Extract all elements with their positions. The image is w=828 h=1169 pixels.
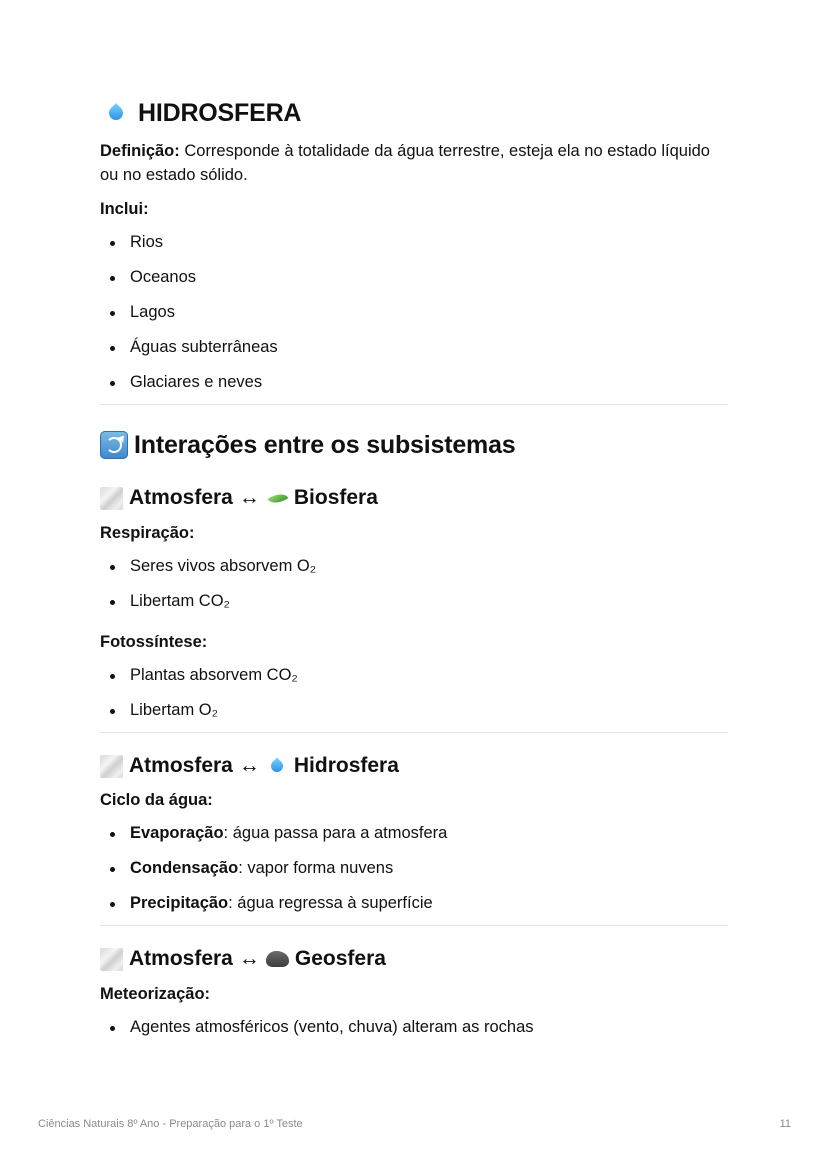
divider (100, 925, 728, 926)
includes-label: Inclui: (100, 200, 149, 218)
atmosphere-image-icon (100, 948, 123, 971)
water-cycle-list (100, 816, 728, 921)
term: Evaporação (130, 824, 224, 842)
atmosfera-biosfera-heading (100, 481, 728, 515)
definition-paragraph (100, 139, 728, 187)
list-item: Seres vivos absorvem O₂ (100, 549, 728, 584)
photosynthesis-label: Fotossíntese: (100, 633, 208, 651)
term: Precipitação (130, 894, 229, 912)
list-item: Oceanos (100, 260, 728, 295)
list-item (100, 816, 728, 851)
refresh-arrows-icon (100, 431, 128, 459)
photosynthesis-list (100, 658, 728, 728)
list-item: Lagos (100, 295, 728, 330)
term-description: : água regressa à superfície (228, 894, 433, 912)
weathering-label: Meteorização: (100, 985, 211, 1003)
interactions-title: Interações entre os subsistemas (134, 431, 516, 459)
list-item: Libertam O₂ (100, 693, 728, 728)
hidrosfera-list (100, 225, 728, 400)
hidrosfera-heading (100, 92, 728, 134)
term-description: : vapor forma nuvens (238, 859, 394, 877)
heading-left-term: Atmosfera (129, 754, 233, 777)
footer-text: Ciências Naturais 8º Ano - Preparação para o 1º Teste (38, 1118, 303, 1130)
leaf-icon (266, 486, 290, 510)
double-arrow: ↔ (238, 754, 260, 777)
respiration-list (100, 549, 728, 619)
rock-icon (266, 947, 290, 971)
water-cycle-label: Ciclo da água: (100, 791, 213, 809)
atmosfera-geosfera-heading (100, 942, 728, 976)
heading-right-term: Hidrosfera (293, 754, 399, 777)
heading-left-term: Atmosfera (129, 486, 233, 509)
heading-right-term: Biosfera (293, 486, 378, 509)
double-arrow: ↔ (238, 486, 260, 509)
divider (100, 732, 728, 733)
list-item: Águas subterrâneas (100, 330, 728, 365)
weathering-list (100, 1010, 728, 1045)
list-item: Libertam CO₂ (100, 584, 728, 619)
list-item (100, 886, 728, 921)
term-description: : água passa para a atmosfera (223, 824, 448, 842)
respiration-label: Respiração: (100, 524, 195, 542)
atmosfera-hidrosfera-heading (100, 749, 728, 783)
water-drop-icon (266, 754, 288, 778)
definition-text: Corresponde à totalidade da água terrestre, esteja ela no estado líquido ou no estado sólido. (100, 142, 710, 184)
atmosphere-image-icon (100, 755, 123, 778)
list-item: Rios (100, 225, 728, 260)
term: Condensação (130, 859, 239, 877)
heading-left-term: Atmosfera (129, 947, 233, 970)
water-drop-icon (103, 100, 129, 126)
list-item: Glaciares e neves (100, 365, 728, 400)
list-item: Agentes atmosféricos (vento, chuva) alteram as rochas (100, 1010, 728, 1045)
interactions-heading (100, 424, 728, 466)
list-item (100, 851, 728, 886)
divider (100, 404, 728, 405)
list-item: Plantas absorvem CO₂ (100, 658, 728, 693)
page-content (100, 92, 728, 1045)
heading-right-term: Geosfera (294, 947, 386, 970)
atmosphere-image-icon (100, 487, 123, 510)
hidrosfera-title: HIDROSFERA (138, 99, 302, 127)
definition-label: Definição: (100, 142, 180, 160)
page-number: 11 (779, 1118, 791, 1130)
double-arrow: ↔ (238, 947, 260, 970)
